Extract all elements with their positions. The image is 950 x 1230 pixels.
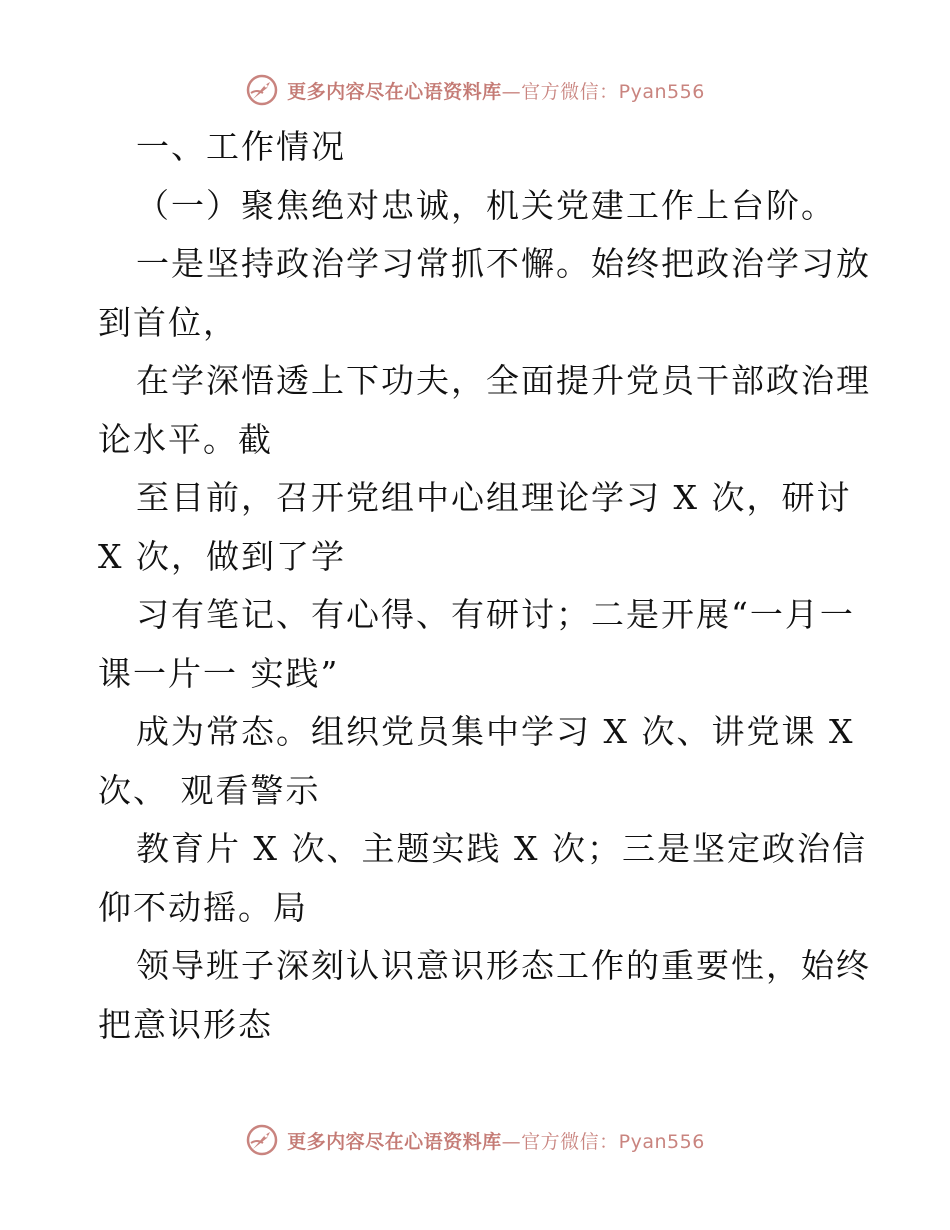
text-line: 仰不动摇。局 [98, 887, 308, 927]
section-heading: 一、工作情况 [136, 127, 346, 166]
pen-nib-circle-icon [245, 73, 279, 107]
text-line: 论水平。截 [98, 419, 273, 459]
document-body [98, 118, 871, 1054]
header-watermark [0, 70, 950, 110]
text-line: 习有笔记、有心得、有研讨；二是开展“一月一 [136, 595, 855, 634]
footer-watermark [0, 1120, 950, 1160]
watermark-suffix: —官方微信：Pyan556 [501, 80, 705, 103]
text-line: 一是坚持政治学习常抓不懈。始终把政治学习放 [136, 244, 871, 283]
text-line: 次、 观看警示 [98, 770, 321, 810]
text-line: X 次，做到了学 [98, 536, 346, 576]
text-line: 在学深悟透上下功夫，全面提升党员干部政治理 [136, 361, 871, 400]
watermark-text [287, 77, 705, 104]
text-line: 课一片一 实践” [98, 653, 340, 693]
watermark-brand: 更多内容尽在心语资料库 [287, 80, 502, 103]
subsection-heading: （一）聚焦绝对忠诚，机关党建工作上台阶。 [136, 185, 836, 225]
text-line: 到首位， [98, 302, 238, 342]
watermark-brand: 更多内容尽在心语资料库 [287, 1130, 502, 1153]
text-line: 教育片 X 次、主题实践 X 次；三是坚定政治信 [136, 829, 867, 868]
watermark-suffix: —官方微信：Pyan556 [501, 1130, 705, 1153]
text-line: 领导班子深刻认识意识形态工作的重要性，始终 [136, 946, 871, 985]
text-line: 至目前，召开党组中心组理论学习 X 次，研讨 [136, 478, 852, 517]
pen-nib-circle-icon [245, 1123, 279, 1157]
text-line: 成为常态。组织党员集中学习 X 次、讲党课 X [136, 712, 855, 751]
watermark-text [287, 1127, 705, 1154]
text-line: 把意识形态 [98, 1004, 273, 1044]
